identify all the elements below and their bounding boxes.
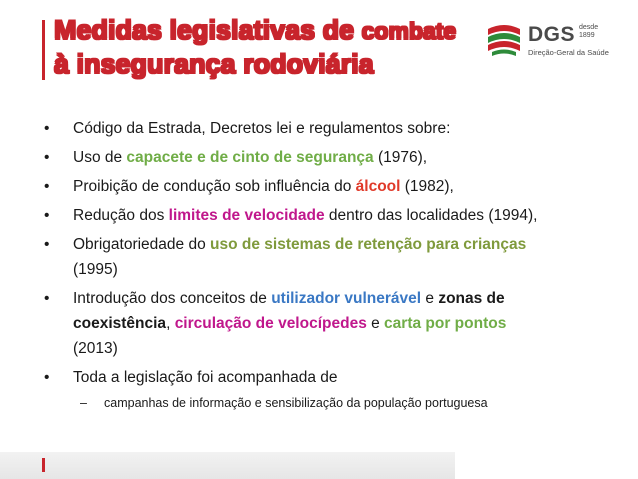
logo-since: desde 1899 — [579, 23, 599, 39]
title-line-2: à insegurança rodoviária — [54, 49, 374, 79]
list-item: • Redução dos limites de velocidade dentro das localidades (1994), — [40, 203, 630, 228]
page-title — [54, 14, 494, 81]
logo-subtitle: Direção-Geral da Saúde — [528, 47, 609, 57]
title-line-1: Medidas legislativas de combate — [54, 15, 457, 45]
list-item: • Uso de capacete e de cinto de segurança (1976), — [40, 145, 630, 170]
list-item: • Toda a legislação foi acompanhada de — [40, 365, 630, 390]
dgs-logo — [484, 20, 634, 60]
logo-name: DGS — [528, 22, 576, 46]
title-accent-bar — [42, 20, 45, 80]
list-item: • Código da Estrada, Decretos lei e regulamentos sobre: — [40, 116, 630, 141]
footer-band — [0, 452, 455, 479]
footer-accent-bar — [42, 458, 45, 472]
sub-list-item: – campanhas de informação e sensibilização da população portuguesa — [40, 394, 630, 412]
dgs-emblem-icon — [484, 21, 524, 59]
list-item: • Proibição de condução sob influência do álcool (1982), — [40, 174, 630, 199]
bullet-list — [40, 116, 630, 412]
list-item: • Obrigatoriedade do uso de sistemas de retenção para crianças (1995) — [40, 232, 630, 282]
list-item: • Introdução dos conceitos de utilizador vulnerável e zonas de coexistência, circulação de velocípedes e carta por pontos (2013) — [40, 286, 630, 361]
